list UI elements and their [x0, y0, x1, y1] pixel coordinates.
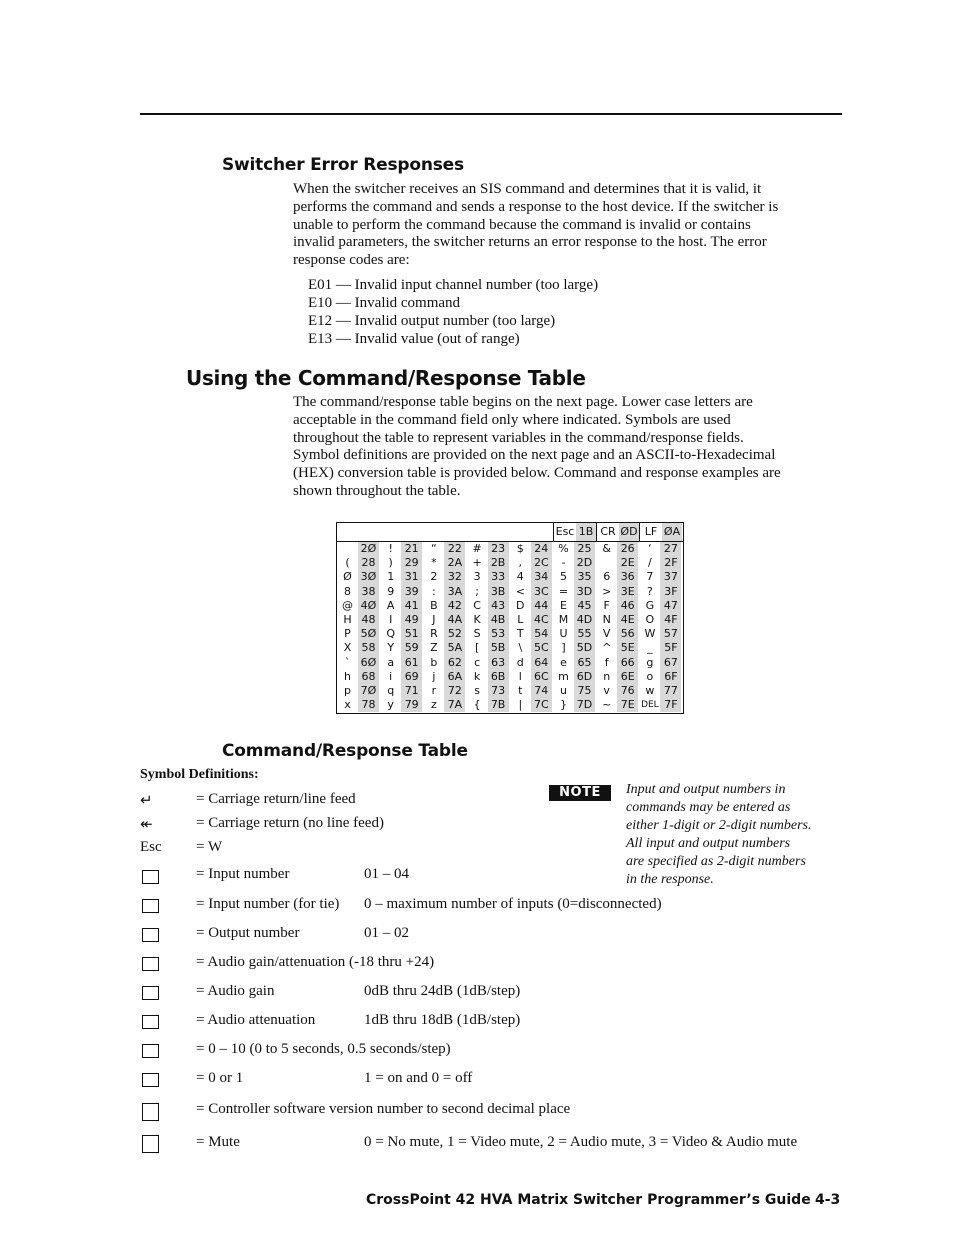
variable-box-icon: [142, 1103, 159, 1121]
paragraph-line: invalid parameters, the switcher returns an error response to the host. The error: [293, 234, 767, 251]
definition-value: 0 – maximum number of inputs (0=disconnected): [364, 896, 662, 912]
variable-box-icon: [142, 1015, 159, 1029]
hex-code-cell: 56: [617, 627, 638, 641]
variable-box-icon: [142, 928, 159, 942]
paragraph-line: throughout the table to represent variables in the command/response fields.: [293, 429, 744, 446]
hex-code-cell: 42: [444, 599, 465, 613]
paragraph-line: response codes are:: [293, 252, 410, 269]
error-intro-paragraph: [293, 181, 838, 270]
ascii-char-cell: :: [432, 584, 436, 598]
ascii-char-cell: $: [516, 542, 524, 555]
hex-code-cell: 6E: [617, 670, 638, 684]
ascii-char-cell: N: [602, 613, 611, 626]
ascii-char-cell: =: [558, 584, 569, 598]
hex-code-cell: 5C: [531, 641, 552, 655]
carriage-return-icon: [140, 791, 153, 810]
definition-output-number: = Output number: [196, 925, 300, 941]
hex-code-cell: 4D: [574, 613, 595, 627]
ascii-char-cell: f: [604, 655, 609, 669]
definition-time-range: = 0 – 10 (0 to 5 seconds, 0.5 seconds/step): [196, 1041, 451, 1057]
hex-code-cell: 7F: [660, 698, 681, 712]
header-esc-hex: 1B: [576, 523, 596, 541]
hex-code-cell: 2A: [444, 556, 465, 570]
hex-code-cell: 2F: [660, 556, 681, 570]
ascii-char-cell: <: [515, 584, 525, 598]
ascii-char-cell: M: [558, 613, 569, 626]
variable-box-icon: [142, 1135, 159, 1153]
definition-value: 01 – 04: [364, 866, 409, 882]
ascii-char-cell: y: [387, 698, 394, 712]
ascii-char-cell: 1: [387, 570, 395, 584]
carriage-return-no-linefeed-icon: [140, 815, 153, 834]
hex-code-cell: 32: [444, 570, 465, 584]
ascii-char-cell: d: [516, 655, 524, 669]
hex-code-cell: 3F: [660, 585, 681, 599]
definition-audio-gain-attenuation: = Audio gain/attenuation (-18 thru +24): [196, 954, 435, 970]
hex-code-cell: 78: [358, 698, 379, 712]
variable-box-icon: [142, 986, 159, 1000]
error-code-item: E13 — Invalid value (out of range): [308, 331, 520, 347]
ascii-char-cell: Z: [430, 641, 438, 655]
ascii-char-cell: `: [344, 655, 351, 669]
definition-audio-attenuation: = Audio attenuation: [196, 1012, 316, 1028]
hex-code-cell: 64: [531, 656, 552, 670]
ascii-char-cell: “: [431, 542, 437, 555]
ascii-char-cell: (: [345, 556, 350, 570]
ascii-char-cell: {: [473, 698, 481, 712]
header-esc: Esc: [555, 525, 575, 538]
hex-code-cell: 4B: [488, 613, 509, 627]
hex-code-cell: 51: [401, 627, 422, 641]
ascii-char-cell: E: [560, 598, 567, 612]
ascii-char-cell: 6: [603, 570, 611, 584]
hex-code-cell: 43: [488, 599, 509, 613]
hex-code-cell: 65: [574, 656, 595, 670]
ascii-char-cell: A: [386, 598, 395, 612]
ascii-char-cell: ~: [602, 698, 612, 712]
ascii-table-header: [337, 523, 683, 542]
ascii-char-cell: Ø: [343, 570, 352, 584]
hex-code-cell: 68: [358, 670, 379, 684]
ascii-char-cell: U: [559, 627, 568, 641]
variable-box-icon: [142, 1044, 159, 1058]
hex-code-cell: 47: [660, 599, 681, 613]
note-line: Input and output numbers in: [626, 782, 786, 797]
hex-code-cell: 4F: [660, 613, 681, 627]
hex-code-cell: 5D: [574, 641, 595, 655]
header-lf: LF: [644, 525, 658, 538]
hex-code-cell: 55: [574, 627, 595, 641]
ascii-char-cell: S: [473, 627, 481, 641]
variable-box-icon: [142, 870, 159, 884]
ascii-char-cell: &: [602, 542, 611, 555]
hex-code-cell: 7E: [617, 698, 638, 712]
ascii-char-cell: v: [603, 684, 610, 697]
variable-box-icon: [142, 957, 159, 971]
paragraph-line: acceptable in the command field only where indicated. Symbols are used: [293, 411, 731, 428]
ascii-char-cell: ]: [561, 641, 566, 655]
ascii-char-cell: F: [603, 598, 610, 612]
ascii-char-cell: ;: [475, 584, 479, 598]
ascii-char-cell: ?: [646, 584, 653, 598]
definition-audio-gain: = Audio gain: [196, 983, 275, 999]
hex-code-cell: 49: [401, 613, 422, 627]
ascii-char-cell: n: [603, 669, 611, 683]
ascii-char-cell: T: [516, 627, 524, 641]
hex-code-cell: 62: [444, 656, 465, 670]
hex-code-cell: 7C: [531, 698, 552, 712]
hex-code-cell: 35: [574, 570, 595, 584]
ascii-char-cell: p: [344, 684, 351, 697]
ascii-char-cell: |: [518, 698, 523, 712]
ascii-char-cell: a: [387, 655, 395, 669]
hex-code-cell: 3A: [444, 585, 465, 599]
symbol-glyph: ↞: [140, 817, 153, 833]
definition-mute: = Mute: [196, 1134, 240, 1150]
hex-code-cell: 27: [660, 542, 681, 556]
ascii-char-cell: z: [431, 698, 437, 712]
ascii-char-cell: @: [342, 598, 353, 612]
hex-code-cell: 7A: [444, 698, 465, 712]
hex-code-cell: 58: [358, 641, 379, 655]
hex-code-cell: 3B: [488, 585, 509, 599]
footer-page-number: 4-3: [815, 1192, 841, 1208]
hex-code-cell: 6Ø: [358, 656, 379, 670]
paragraph-line: shown throughout the table.: [293, 482, 461, 499]
ascii-char-cell: +: [472, 556, 482, 570]
hex-code-cell: 2C: [531, 556, 552, 570]
ascii-char-cell: #: [472, 542, 482, 555]
ascii-char-cell: I: [389, 613, 393, 626]
hex-code-cell: 6C: [531, 670, 552, 684]
definition-value: 01 – 02: [364, 925, 409, 941]
ascii-char-cell: /: [648, 556, 652, 570]
ascii-char-cell: \: [518, 641, 523, 655]
hex-code-cell: 24: [531, 542, 552, 556]
hex-code-cell: 6D: [574, 670, 595, 684]
ascii-char-cell: ‘: [648, 542, 652, 555]
definition-value: 1dB thru 18dB (1dB/step): [364, 1012, 521, 1028]
hex-code-cell: 53: [488, 627, 509, 641]
hex-code-cell: 2B: [488, 556, 509, 570]
header-lf-hex: ØA: [662, 523, 682, 541]
ascii-char-cell: q: [387, 684, 395, 697]
ascii-char-cell: J: [432, 613, 436, 626]
ascii-char-cell: w: [645, 684, 655, 697]
definition-value: 0dB thru 24dB (1dB/step): [364, 983, 521, 999]
hex-code-cell: 45: [574, 599, 595, 613]
hex-code-cell: 21: [401, 542, 422, 556]
ascii-char-cell: [: [474, 641, 480, 655]
hex-code-cell: 4E: [617, 613, 638, 627]
hex-code-cell: 38: [358, 585, 379, 599]
ascii-char-cell: DEL: [641, 700, 659, 711]
ascii-char-cell: R: [430, 627, 438, 641]
hex-code-cell: 36: [617, 570, 638, 584]
hex-code-cell: 23: [488, 542, 509, 556]
hex-code-cell: 59: [401, 641, 422, 655]
hex-code-cell: 4A: [444, 613, 465, 627]
hex-code-cell: 72: [444, 684, 465, 698]
heading-command-response-table: Command/Response Table: [222, 741, 468, 761]
hex-code-cell: 6B: [488, 670, 509, 684]
paragraph-line: When the switcher receives an SIS command and determines that it is valid, it: [293, 181, 762, 197]
top-rule: [140, 113, 842, 115]
ascii-char-cell: ^: [602, 641, 612, 655]
ascii-char-cell: Q: [386, 627, 396, 641]
header-cr: CR: [600, 525, 616, 538]
paragraph-line: (HEX) conversion table is provided below. Command and response examples are: [293, 465, 781, 482]
hex-code-cell: 61: [401, 656, 422, 670]
ascii-char-cell: V: [602, 627, 611, 641]
ascii-char-cell: s: [474, 684, 480, 697]
hex-code-cell: 37: [660, 570, 681, 584]
ascii-char-cell: r: [431, 684, 437, 697]
note-line: either 1-digit or 2-digit numbers.: [626, 817, 812, 833]
header-cr-hex: ØD: [619, 523, 639, 541]
ascii-char-cell: j: [432, 669, 436, 683]
hex-code-cell: 3D: [574, 585, 595, 599]
hex-code-cell: 57: [660, 627, 681, 641]
hex-code-cell: 31: [401, 570, 422, 584]
hex-code-cell: 4Ø: [358, 599, 379, 613]
ascii-char-cell: b: [430, 655, 438, 669]
ascii-char-cell: ,: [518, 556, 523, 570]
ascii-char-cell: 5: [560, 570, 567, 584]
hex-code-cell: 2Ø: [358, 542, 379, 556]
paragraph-line: performs the command and sends a response to the host device. If the switcher is: [293, 198, 779, 215]
hex-code-cell: 52: [444, 627, 465, 641]
note-line: All input and output numbers: [626, 835, 791, 851]
hex-code-cell: 3C: [531, 585, 552, 599]
ascii-char-cell: >: [602, 584, 612, 598]
hex-code-cell: 5E: [617, 641, 638, 655]
ascii-char-cell: C: [473, 598, 481, 612]
hex-code-cell: 5F: [660, 641, 681, 655]
hex-code-cell: 46: [617, 599, 638, 613]
header-divider: [596, 523, 597, 541]
ascii-char-cell: e: [560, 655, 567, 669]
command-table-intro-paragraph: [293, 394, 838, 501]
ascii-char-cell: 3: [473, 570, 481, 584]
hex-code-cell: 63: [488, 656, 509, 670]
ascii-char-cell: c: [474, 655, 481, 669]
hex-code-cell: 54: [531, 627, 552, 641]
hex-code-cell: 7B: [488, 698, 509, 712]
symbol-definition: = Carriage return (no line feed): [196, 815, 384, 831]
hex-code-cell: 5B: [488, 641, 509, 655]
symbol-glyph: ↵: [140, 793, 153, 809]
symbol-definitions-title: Symbol Definitions:: [140, 767, 259, 782]
note-text: [626, 781, 836, 888]
paragraph-line: The command/response table begins on the next page. Lower case letters are: [293, 394, 753, 410]
ascii-char-cell: L: [517, 613, 524, 626]
note-line: in the response.: [626, 871, 714, 887]
error-code-item: E10 — Invalid command: [308, 295, 461, 311]
ascii-char-cell: 9: [387, 584, 395, 598]
definition-on-off: = 0 or 1: [196, 1070, 244, 1086]
ascii-char-cell: k: [473, 669, 481, 683]
ascii-char-cell: %: [558, 542, 569, 555]
hex-code-cell: 5Ø: [358, 627, 379, 641]
ascii-char-cell: 7: [646, 570, 654, 584]
ascii-char-cell: g: [646, 655, 654, 669]
note-line: commands may be entered as: [626, 799, 791, 815]
ascii-char-cell: P: [344, 627, 351, 641]
hex-code-cell: 41: [401, 599, 422, 613]
hex-code-cell: 67: [660, 656, 681, 670]
hex-code-cell: 25: [574, 542, 595, 556]
ascii-char-cell: B: [430, 598, 438, 612]
ascii-char-cell: i: [389, 669, 393, 683]
hex-code-cell: 4C: [531, 613, 552, 627]
hex-code-cell: 48: [358, 613, 379, 627]
definition-input-number-tie: = Input number (for tie): [196, 896, 340, 912]
hex-code-cell: 6A: [444, 670, 465, 684]
hex-code-cell: 33: [488, 570, 509, 584]
ascii-char-cell: h: [344, 669, 351, 683]
ascii-char-cell: D: [516, 598, 525, 612]
definition-software-version: = Controller software version number to second decimal place: [196, 1101, 571, 1117]
ascii-char-cell: Y: [387, 641, 395, 655]
hex-code-cell: 7D: [574, 698, 595, 712]
hex-code-cell: 39: [401, 585, 422, 599]
ascii-char-cell: G: [645, 598, 655, 612]
error-code-list: [308, 276, 598, 348]
ascii-char-cell: W: [644, 627, 656, 641]
paragraph-line: Symbol definitions are provided on the next page and an ASCII-to-Hexadecimal: [293, 447, 776, 464]
ascii-char-cell: o: [646, 669, 654, 683]
definition-input-number: = Input number: [196, 866, 290, 882]
ascii-char-cell: X: [343, 641, 352, 655]
ascii-char-cell: ): [388, 556, 393, 570]
hex-code-cell: 2D: [574, 556, 595, 570]
ascii-char-cell: -: [561, 556, 566, 570]
heading-switcher-error-responses: Switcher Error Responses: [222, 155, 464, 175]
paragraph-line: unable to perform the command because the command is invalid or contains: [293, 216, 751, 233]
heading-using-command-response-table: Using the Command/Response Table: [186, 366, 586, 390]
ascii-char-cell: O: [645, 613, 655, 626]
hex-code-cell: 76: [617, 684, 638, 698]
ascii-char-cell: x: [344, 698, 351, 712]
hex-code-cell: 6F: [660, 670, 681, 684]
definition-value: 0 = No mute, 1 = Video mute, 2 = Audio mute, 3 = Video & Audio mute: [364, 1134, 798, 1150]
error-code-item: E01 — Invalid input channel number (too large): [308, 277, 599, 293]
hex-code-cell: 34: [531, 570, 552, 584]
hex-code-cell: 5A: [444, 641, 465, 655]
ascii-char-cell: 2: [430, 570, 438, 584]
hex-code-cell: 3Ø: [358, 570, 379, 584]
hex-code-cell: 22: [444, 542, 465, 556]
symbol-definition: = W: [196, 839, 223, 855]
header-divider: [639, 523, 640, 541]
ascii-char-cell: !: [388, 542, 393, 555]
hex-code-cell: 3E: [617, 585, 638, 599]
definition-value: 1 = on and 0 = off: [364, 1070, 473, 1086]
hex-code-cell: 79: [401, 698, 422, 712]
ascii-char-cell: K: [473, 613, 481, 626]
ascii-char-cell: }: [560, 698, 567, 712]
variable-box-icon: [142, 899, 159, 913]
ascii-char-cell: 4: [516, 570, 524, 584]
hex-code-cell: 2E: [617, 556, 638, 570]
hex-code-cell: 69: [401, 670, 422, 684]
hex-code-cell: 44: [531, 599, 552, 613]
ascii-char-cell: 8: [344, 584, 351, 598]
footer-title: CrossPoint 42 HVA Matrix Switcher Programmer’s Guide: [366, 1192, 811, 1208]
ascii-char-cell: u: [560, 684, 567, 697]
ascii-char-cell: H: [343, 613, 352, 626]
hex-code-cell: 75: [574, 684, 595, 698]
ascii-char-cell: _: [647, 641, 653, 655]
note-badge: NOTE: [549, 785, 611, 801]
hex-code-cell: 71: [401, 684, 422, 698]
hex-code-cell: 28: [358, 556, 379, 570]
hex-code-cell: 74: [531, 684, 552, 698]
hex-code-cell: 7Ø: [358, 684, 379, 698]
symbol-definition: = Carriage return/line feed: [196, 791, 356, 807]
escape-symbol: Esc: [140, 839, 162, 855]
hex-code-cell: 29: [401, 556, 422, 570]
ascii-hex-table: [336, 522, 684, 714]
hex-code-cell: 66: [617, 656, 638, 670]
variable-box-icon: [142, 1073, 159, 1087]
hex-code-cell: 26: [617, 542, 638, 556]
hex-code-cell: 77: [660, 684, 681, 698]
ascii-char-cell: m: [558, 669, 569, 683]
error-code-item: E12 — Invalid output number (too large): [308, 313, 556, 329]
ascii-char-cell: l: [518, 669, 522, 683]
ascii-char-cell: *: [431, 556, 437, 570]
note-line: are specified as 2-digit numbers: [626, 853, 806, 869]
hex-code-cell: 73: [488, 684, 509, 698]
ascii-char-cell: t: [518, 684, 523, 697]
